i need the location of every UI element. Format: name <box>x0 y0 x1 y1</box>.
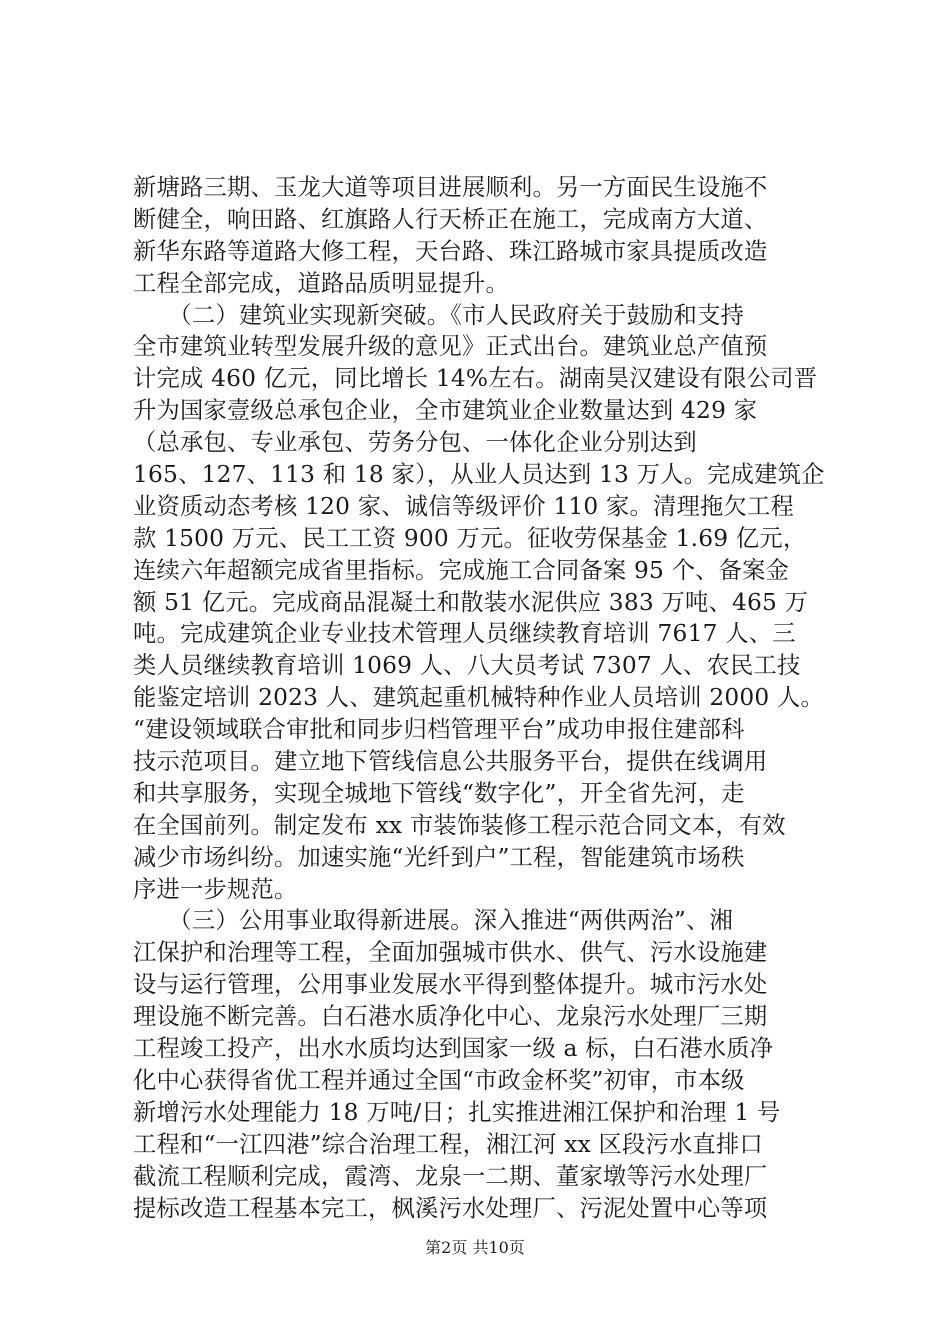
document-body <box>133 172 833 1224</box>
text-line-6: 全市建筑业转型发展升级的意见》正式出台。建筑业总产值预 <box>133 333 768 361</box>
text-line-22: 减少市场纠纷。加速实施“光纤到户”工程，智能建筑市场秩 <box>133 843 745 871</box>
text-line-10: 165、127、113 和 18 家），从业人员达到 13 万人。完成建筑企 <box>133 461 825 489</box>
text-line-33: 提标改造工程基本完工，枫溪污水处理厂、污泥处置中心等项 <box>133 1194 768 1222</box>
text-line-29: 化中心获得省优工程并通过全国“市政金杯奖”初审，市本级 <box>133 1066 745 1094</box>
text-line-30: 新增污水处理能力 18 万吨/日；扎实推进湘江保护和治理 1 号 <box>133 1098 781 1126</box>
text-line-14: 额 51 亿元。完成商品混凝土和散装水泥供应 383 万吨、465 万 <box>133 588 809 616</box>
text-line-4: 工程全部完成，道路品质明显提升。 <box>133 269 509 297</box>
text-line-1: 新塘路三期、玉龙大道等项目进展顺利。另一方面民生设施不 <box>133 174 768 201</box>
text-line-21: 在全国前列。制定发布 xx 市装饰装修工程示范合同文本，有效 <box>133 811 786 839</box>
text-line-25: 江保护和治理等工程，全面加强城市供水、供气、污水设施建 <box>133 939 768 967</box>
text-line-2: 断健全，响田路、红旗路人行天桥正在施工，完成南方大道、 <box>133 205 768 233</box>
text-line-3: 新华东路等道路大修工程，天台路、珠江路城市家具提质改造 <box>133 237 768 265</box>
text-line-20: 和共享服务，实现全城地下管线“数字化”，开全省先河，走 <box>133 779 745 807</box>
text-line-9: （总承包、专业承包、劳务分包、一体化企业分别达到 <box>133 429 697 457</box>
text-line-28: 工程竣工投产，出水水质均达到国家一级 a 标，白石港水质净 <box>133 1035 774 1063</box>
text-line-15: 吨。完成建筑企业专业技术管理人员继续教育培训 7617 人、三 <box>133 620 796 648</box>
text-line-16: 类人员继续教育培训 1069 人、八大员考试 7307 人、农民工技 <box>133 652 801 680</box>
text-line-13: 连续六年超额完成省里指标。完成施工合同备案 95 个、备案金 <box>133 556 790 584</box>
text-line-18: “建设领域联合审批和同步归档管理平台”成功申报住建部科 <box>133 716 745 744</box>
text-line-23: 序进一步规范。 <box>133 875 298 903</box>
text-line-27: 理设施不断完善。白石港水质净化中心、龙泉污水处理厂三期 <box>133 1003 768 1031</box>
page-number-footer: 第2页 共10页 <box>425 1238 525 1257</box>
text-line-24: （三）公用事业取得新进展。深入推进“两供两治”、湘 <box>133 907 733 935</box>
text-line-19: 技示范项目。建立地下管线信息公共服务平台，提供在线调用 <box>133 748 768 776</box>
text-line-7: 计完成 460 亿元，同比增长 14%左右。湖南昊汉建设有限公司晋 <box>133 365 818 393</box>
text-line-32: 截流工程顺利完成，霞湾、龙泉一二期、董家墩等污水处理厂 <box>133 1162 768 1190</box>
text-line-8: 升为国家壹级总承包企业，全市建筑业企业数量达到 429 家 <box>133 397 758 425</box>
text-line-5: （二）建筑业实现新突破。《市人民政府关于鼓励和支持 <box>133 301 745 329</box>
text-line-26: 设与运行管理，公用事业发展水平得到整体提升。城市污水处 <box>133 971 768 999</box>
text-line-31: 工程和“一江四港”综合治理工程，湘江河 xx 区段污水直排口 <box>133 1130 764 1158</box>
text-line-17: 能鉴定培训 2023 人、建筑起重机械特种作业人员培训 2000 人。 <box>133 684 825 712</box>
text-line-11: 业资质动态考核 120 家、诚信等级评价 110 家。清理拖欠工程 <box>133 492 794 520</box>
text-line-12: 款 1500 万元、民工工资 900 万元。征收劳保基金 1.69 亿元， <box>133 524 807 552</box>
